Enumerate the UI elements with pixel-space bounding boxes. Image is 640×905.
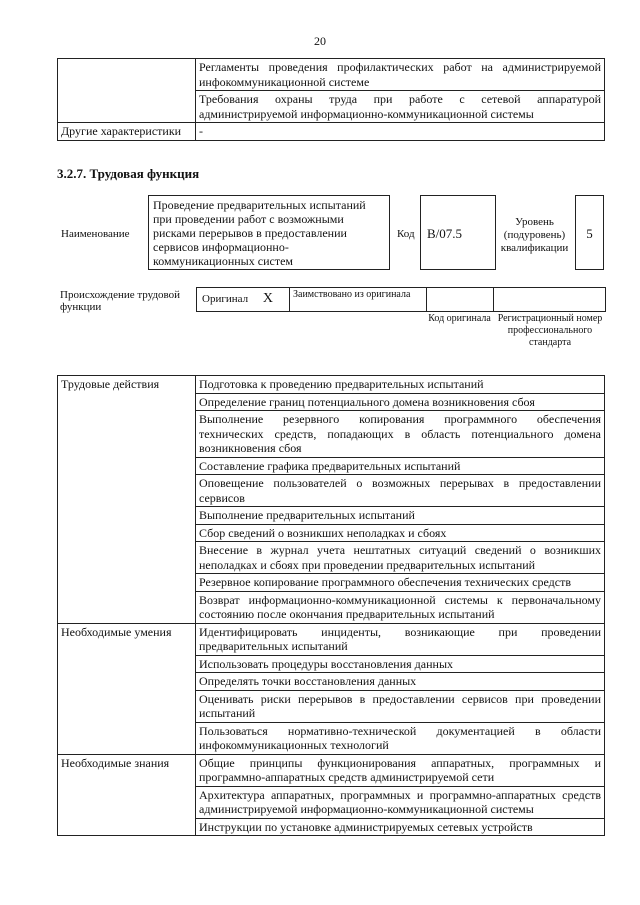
table-label-cell <box>58 59 196 123</box>
table-cell: Выполнение предварительных испытаний <box>196 507 605 525</box>
original-mark: X <box>262 291 273 307</box>
section-heading: 3.2.7. Трудовая функция <box>57 166 200 181</box>
table-cell: Оповещение пользователей о возможных перерывах в предоставлении сервисов <box>196 475 605 507</box>
level-value: 5 <box>586 226 593 241</box>
table-cell: Выполнение резервного копирования программного обеспечения технических средств, попадающих в область потенциального домена возникновения сбоя <box>196 411 605 458</box>
borrowed-cell <box>290 288 427 312</box>
code-value: B/07.5 <box>427 226 463 241</box>
table-cell: Определение границ потенциального домена возникновения сбоя <box>196 393 605 411</box>
top-characteristics-table <box>57 58 605 141</box>
original-code-cell <box>427 288 494 312</box>
borrowed-label: Заимствовано из оригинала <box>293 289 411 300</box>
reg-caption: Регистрационный номер профессионального стандарта <box>497 313 603 348</box>
code-caption: Код оригинала <box>428 313 491 324</box>
origin-table <box>196 287 606 312</box>
table-cell: Подготовка к проведению предварительных испытаний <box>196 376 605 394</box>
table-cell: Инструкции по установке администрируемых сетевых устройств <box>196 818 605 836</box>
table-cell: Оценивать риски перерывов в предоставлении сервисов при проведении испытаний <box>196 690 605 722</box>
table-cell: Идентифицировать инциденты, возникающие при проведении предварительных испытаний <box>196 623 605 655</box>
level-label: Уровень (подуровень) квалификации <box>500 216 569 254</box>
table-cell: Общие принципы функционирования аппаратных, программных и программно-аппаратных средств администрируемой сети <box>196 754 605 786</box>
table-cell: Требования охраны труда при работе с сетевой аппаратурой администрируемой информационно-коммуникационной системы <box>196 91 605 123</box>
table-cell: Внесение в журнал учета нештатных ситуаций сведений о возникших неполадках и сбоях при проведении предварительных испытаний <box>196 542 605 574</box>
table-cell: Регламенты проведения профилактических работ на администрируемой инфокоммуникационной системе <box>196 59 605 91</box>
table-cell: - <box>196 123 605 141</box>
group-label: Трудовые действия <box>58 376 196 624</box>
code-label: Код <box>397 228 415 240</box>
function-name-box <box>148 195 390 270</box>
table-cell: Пользоваться нормативно-технической документацией в области инфокоммуникационных технологий <box>196 722 605 754</box>
table-row <box>58 376 605 394</box>
group-label: Необходимые знания <box>58 754 196 836</box>
table-label-cell: Другие характеристики <box>58 123 196 141</box>
table-row <box>58 754 605 786</box>
name-label: Наименование <box>61 228 130 240</box>
table-cell: Сбор сведений о возникших неполадках и сбоях <box>196 524 605 542</box>
original-cell <box>197 288 290 312</box>
labor-function-table <box>57 375 605 836</box>
table-cell: Возврат информационно-коммуникационной системы к первоначальному состоянию после окончания предварительных испытаний <box>196 591 605 623</box>
table-cell: Использовать процедуры восстановления данных <box>196 655 605 673</box>
level-box <box>575 195 604 270</box>
page-number: 20 <box>314 34 326 48</box>
table-cell: Составление графика предварительных испытаний <box>196 457 605 475</box>
reg-number-cell <box>494 288 606 312</box>
original-label: Оригинал <box>202 293 249 306</box>
table-cell: Резервное копирование программного обеспечения технических средств <box>196 574 605 592</box>
function-name: Проведение предварительных испытаний при проведении работ с возможными рисками перерывов в предоставлении сервисов информационно-коммуникационных систем <box>153 198 366 268</box>
group-label: Необходимые умения <box>58 623 196 754</box>
origin-label: Происхождение трудовой функции <box>60 289 181 313</box>
table-row <box>58 623 605 655</box>
code-box <box>420 195 496 270</box>
table-cell: Архитектура аппаратных, программных и программно-аппаратных средств администрируемой информационно-коммуникационной системы <box>196 786 605 818</box>
table-cell: Определять точки восстановления данных <box>196 673 605 691</box>
